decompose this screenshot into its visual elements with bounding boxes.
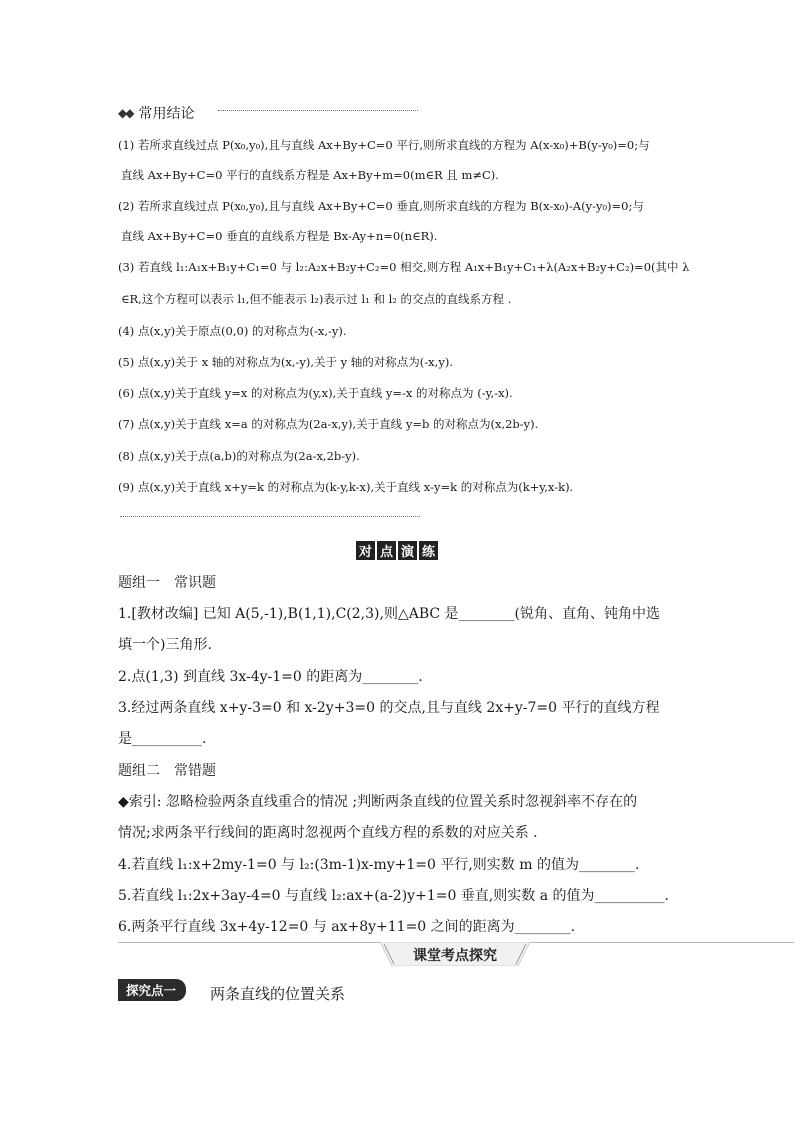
question-6: 6.两条平行直线 3x+4y-12=0 与 ax+8y+11=0 之间的距离为________. [118,919,576,935]
classroom-banner [380,942,530,966]
badge-char: 对 [356,541,375,560]
badge-char: 点 [377,541,396,560]
conclusion-line-9: (6) 点(x,y)关于直线 y=x 的对称点为(y,x),关于直线 y=-x 的对称点为 (-y,-x). [118,386,513,400]
conclusion-line-6: ∈R,这个方程可以表示 l₁,但不能表示 l₂)表示过 l₁ 和 l₂ 的交点的直线系方程 . [121,292,512,306]
conclusions-heading [118,103,194,123]
explore-point-tag: 探究点一 [118,979,186,1001]
conclusion-line-4: 直线 Ax+By+C=0 垂直的直线系方程是 Bx-Ay+n=0(n∈R). [121,229,438,243]
group2-title: 题组二 常错题 [118,763,216,779]
banner-title: 课堂考点探究 [413,948,497,964]
practice-badge [356,541,438,560]
conclusion-line-12: (9) 点(x,y)关于直线 x+y=k 的对称点为(k-y,k-x),关于直线 x-y=k 的对称点为(k+y,x-k). [118,480,574,494]
section-title: 两条直线的位置关系 [210,985,346,1003]
question-4: 4.若直线 l₁:x+2my-1=0 与 l₂:(3m-1)x-my+1=0 平行,则实数 m 的值为________. [118,857,640,873]
badge-char: 练 [419,541,438,560]
question-3-line-1: 3.经过两条直线 x+y-3=0 和 x-2y+3=0 的交点,且与直线 2x+y-7=0 平行的直线方程 [118,700,660,716]
diamond-icon: ◆◆ [118,106,133,120]
conclusion-line-5: (3) 若直线 l₁:A₁x+B₁y+C₁=0 与 l₂:A₂x+B₂y+C₂=0 相交,则方程 A₁x+B₁y+C₁+λ(A₂x+B₂y+C₂)=0(其中 λ [118,260,690,274]
group1-title: 题组一 常识题 [118,575,216,591]
conclusion-line-8: (5) 点(x,y)关于 x 轴的对称点为(x,-y),关于 y 轴的对称点为(-x,y). [118,355,453,369]
dotted-divider-bottom [120,516,420,517]
conclusion-line-2: 直线 Ax+By+C=0 平行的直线系方程是 Ax+By+m=0(m∈R 且 m≠C). [121,168,499,182]
index-note-line-2: 情况;求两条平行线间的距离时忽视两个直线方程的系数的对应关系 . [118,825,538,841]
conclusion-line-7: (4) 点(x,y)关于原点(0,0) 的对称点为(-x,-y). [118,324,347,338]
question-1-line-2: 填一个)三角形. [118,637,212,653]
conclusion-line-11: (8) 点(x,y)关于点(a,b)的对称点为(2a-x,2b-y). [118,449,360,463]
question-5: 5.若直线 l₁:2x+3ay-4=0 与直线 l₂:ax+(a-2)y+1=0 垂直,则实数 a 的值为__________. [118,888,669,904]
badge-char: 演 [398,541,417,560]
question-3-line-2: 是__________. [118,731,207,747]
conclusion-line-10: (7) 点(x,y)关于直线 x=a 的对称点为(2a-x,y),关于直线 y=b 的对称点为(x,2b-y). [118,417,539,431]
dotted-divider-top [218,110,418,111]
conclusion-line-1: (1) 若所求直线过点 P(x₀,y₀),且与直线 Ax+By+C=0 平行,则所求直线的方程为 A(x-x₀)+B(y-y₀)=0;与 [118,138,650,152]
question-1-line-1: 1.[教材改编] 已知 A(5,-1),B(1,1),C(2,3),则△ABC 是________(锐角、直角、钝角中选 [118,606,660,622]
question-2: 2.点(1,3) 到直线 3x-4y-1=0 的距离为________. [118,669,423,685]
index-note-line-1: ◆索引: 忽略检验两条直线重合的情况 ;判断两条直线的位置关系时忽视斜率不存在的 [118,794,638,810]
conclusions-heading-text: 常用结论 [138,106,195,122]
conclusion-line-3: (2) 若所求直线过点 P(x₀,y₀),且与直线 Ax+By+C=0 垂直,则所求直线的方程为 B(x-x₀)-A(y-y₀)=0;与 [118,199,644,213]
